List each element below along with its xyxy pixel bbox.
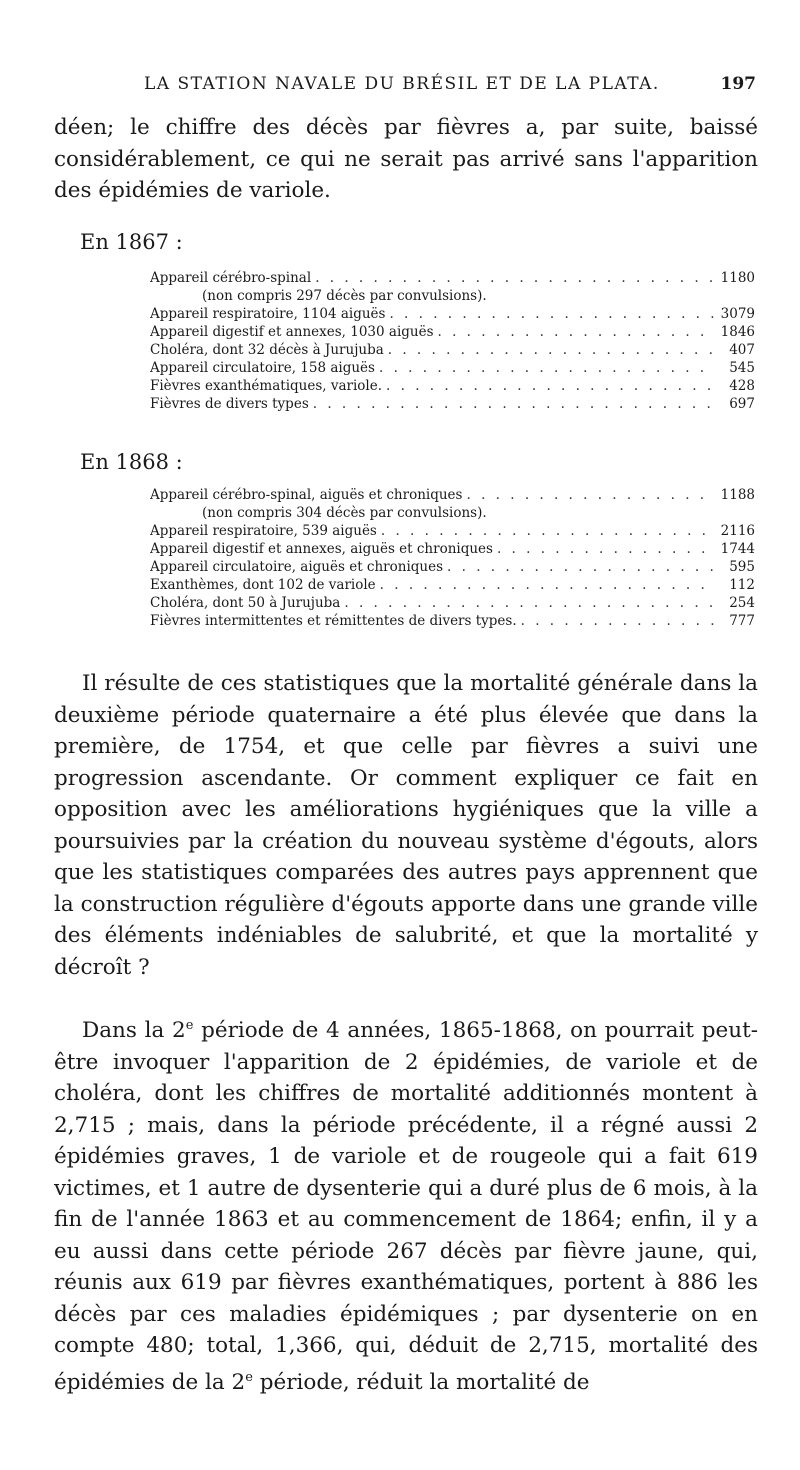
row-label: Appareil cérébro-spinal, aiguës et chroniques (150, 487, 463, 503)
ordinal-suffix: e (185, 1018, 194, 1033)
heading-1868: En 1868 : (80, 450, 183, 474)
dot-leader (517, 613, 715, 629)
dot-leader (376, 577, 715, 593)
dot-leader (311, 270, 715, 286)
row-label: Fièvres intermittentes et rémittentes de divers types. (150, 613, 517, 629)
row-label: Appareil digestif et annexes, aiguës et chroniques (150, 541, 493, 557)
row-value: 1744 (720, 541, 755, 557)
row-value: 3079 (720, 306, 755, 322)
paragraph-end: période, réduit la mortalité de (252, 1369, 590, 1395)
mortality-table-1867 (150, 270, 755, 414)
table-row (150, 270, 755, 288)
ordinal-suffix-2: e (245, 1369, 253, 1385)
intro-paragraph: déen; le chiffre des décès par fièvres a, par suite, baissé considérablement, ce qui ne serait pas arrivé sans l'apparition des épidémies de variole. (54, 115, 758, 203)
dot-leader (443, 559, 715, 575)
table-row (150, 324, 755, 342)
row-label: Choléra, dont 32 décès à Jurujuba (150, 342, 384, 358)
heading-1867: En 1867 : (80, 230, 183, 254)
row-label: Fièvres exanthématiques, variole. (150, 378, 383, 394)
table-row (150, 595, 755, 613)
row-label: Appareil respiratoire, 1104 aiguës (150, 306, 386, 322)
row-value: 1846 (720, 324, 755, 340)
row-value: 595 (729, 559, 755, 575)
dot-leader (375, 360, 715, 376)
running-header (144, 74, 756, 94)
row-value: 1188 (720, 487, 755, 503)
dot-leader (384, 342, 715, 358)
row-label: Appareil cérébro-spinal (150, 270, 312, 286)
row-label: (non compris 297 décès par convulsions). (202, 288, 487, 304)
row-value: 407 (729, 342, 755, 358)
row-value: 777 (729, 613, 755, 629)
table-row (150, 613, 755, 631)
dot-leader (493, 541, 715, 557)
row-label: (non compris 304 décès par convulsions). (202, 505, 487, 521)
table-row (150, 505, 755, 523)
analysis-paragraph: Il résulte de ces statistiques que la mortalité générale dans la deuxième période quaternaire a été plus élevée que dans la première, de 1754, et que celle par fièvres a suivi une progression ascendante. Or comment expliquer ce fait en opposition avec les améliorations hygiéniques que la ville a poursuivies par la création du nouveau système d'égouts, alors que les statistiques comparées des autres pays apprennent que la construction régulière d'égouts apporte dans une grande ville des éléments indéniables de salubrité, et que la mortalité y décroît ? (54, 671, 758, 980)
paragraph-body: période de 4 années, 1865-1868, on pourrait peut-être invoquer l'apparition de 2 épidémies, de variole et de choléra, dont les chiffres de mortalité additionnés montent à 2,715 ; mais, dans la période précédente, il a régné aussi 2 épidémies graves, 1 de variole et de rougeole qui a fait 619 victimes, et 1 autre de dysenterie qui a duré plus de 6 mois, à la fin de l'année 1863 et au commencement de 1864; enfin, il y a eu aussi dans cette période 267 décès par fièvre jaune, qui, réunis aux 619 par fièvres exanthématiques, portent à 886 les décès par ces maladies épidémiques ; par dysenterie on en compte 480; total, 1,366, qui, déduit de 2,715, mortalité des épidémies de la 2 (54, 1018, 758, 1395)
table-row (150, 487, 755, 505)
row-label: Exanthèmes, dont 102 de variole (150, 577, 376, 593)
table-row (150, 288, 755, 306)
row-label: Choléra, dont 50 à Jurujuba (150, 595, 341, 611)
dot-leader (434, 324, 715, 340)
dot-leader (309, 396, 715, 412)
table-row (150, 360, 755, 378)
paragraph-start: Dans la 2 (82, 1018, 186, 1044)
page-number: 197 (720, 74, 756, 94)
row-label: Appareil circulatoire, 158 aiguës (150, 360, 375, 376)
table-row (150, 523, 755, 541)
dot-leader (382, 378, 715, 394)
epidemics-paragraph (54, 1010, 758, 1398)
running-title: LA STATION NAVALE DU BRÉSIL ET DE LA PLATA. (144, 74, 660, 94)
table-row (150, 541, 755, 559)
dot-leader (377, 523, 715, 539)
row-value: 254 (729, 595, 755, 611)
row-value: 545 (729, 360, 755, 376)
dot-leader (462, 487, 715, 503)
row-label: Appareil digestif et annexes, 1030 aiguës (150, 324, 434, 340)
row-value: 697 (729, 396, 755, 412)
row-value: 2116 (720, 523, 755, 539)
row-label: Appareil respiratoire, 539 aiguës (150, 523, 377, 539)
table-row (150, 396, 755, 414)
row-value: 112 (729, 577, 755, 593)
table-row (150, 306, 755, 324)
row-value: 428 (729, 378, 755, 394)
table-row (150, 559, 755, 577)
table-row (150, 342, 755, 360)
table-row (150, 378, 755, 396)
mortality-table-1868 (150, 487, 755, 631)
dot-leader (340, 595, 715, 611)
row-value: 1180 (720, 270, 755, 286)
dot-leader (385, 306, 715, 322)
row-label: Appareil circulatoire, aiguës et chroniques (150, 559, 444, 575)
row-label: Fièvres de divers types (150, 396, 309, 412)
table-row (150, 577, 755, 595)
